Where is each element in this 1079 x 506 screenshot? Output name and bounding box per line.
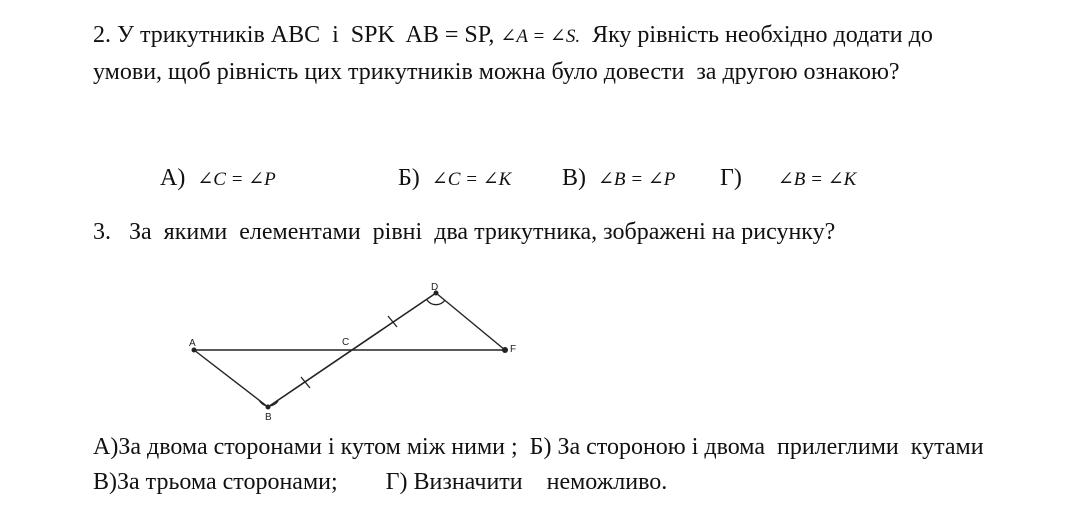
q2-text-prefix: 2. У трикутників ABC і SPK AB = SP, bbox=[93, 22, 501, 48]
option-c-label: В) bbox=[562, 165, 586, 191]
label-f: F bbox=[510, 344, 517, 355]
angle-arc-d bbox=[427, 300, 445, 305]
label-c: C bbox=[342, 337, 350, 348]
question-3-text: 3. За якими елементами рівні два трикутника, зображені на рисунку? bbox=[93, 219, 836, 245]
option-c-expr: ∠B = ∠P bbox=[598, 169, 676, 190]
point-f bbox=[502, 347, 508, 353]
label-a: A bbox=[189, 338, 196, 349]
label-b: B bbox=[265, 412, 272, 423]
label-d: D bbox=[431, 282, 439, 293]
question-2-line-2: умови, щоб рівність цих трикутників можна було довести за другою ознакою? bbox=[93, 59, 900, 85]
question-2-line-1 bbox=[93, 20, 933, 52]
option-b bbox=[398, 163, 511, 195]
option-b-label: Б) bbox=[398, 165, 420, 191]
option-d bbox=[720, 163, 856, 195]
point-b bbox=[266, 405, 271, 410]
option-a bbox=[160, 163, 276, 195]
segment-ab bbox=[194, 350, 268, 407]
option-d-label: Г) bbox=[720, 165, 742, 191]
option-a-label: А) bbox=[160, 165, 186, 191]
segment-df bbox=[436, 293, 505, 350]
q2-angle-condition: ∠A = ∠S. bbox=[500, 26, 581, 47]
q2-text-suffix: Яку рівність необхідно додати до bbox=[580, 22, 933, 48]
option-d-expr: ∠B = ∠K bbox=[777, 169, 857, 190]
option-b-expr: ∠C = ∠K bbox=[431, 169, 512, 190]
triangles-figure bbox=[180, 278, 540, 423]
question-2-options bbox=[160, 163, 880, 195]
question-3-answers-line-1: А)За двома сторонами і кутом між ними ; Б) За стороною і двома прилеглими кутами bbox=[93, 434, 984, 460]
question-3-answers-line-2: В)За трьома сторонами; Г) Визначити неможливо. bbox=[93, 469, 668, 495]
option-c bbox=[562, 163, 675, 195]
option-a-expr: ∠C = ∠P bbox=[197, 169, 276, 190]
